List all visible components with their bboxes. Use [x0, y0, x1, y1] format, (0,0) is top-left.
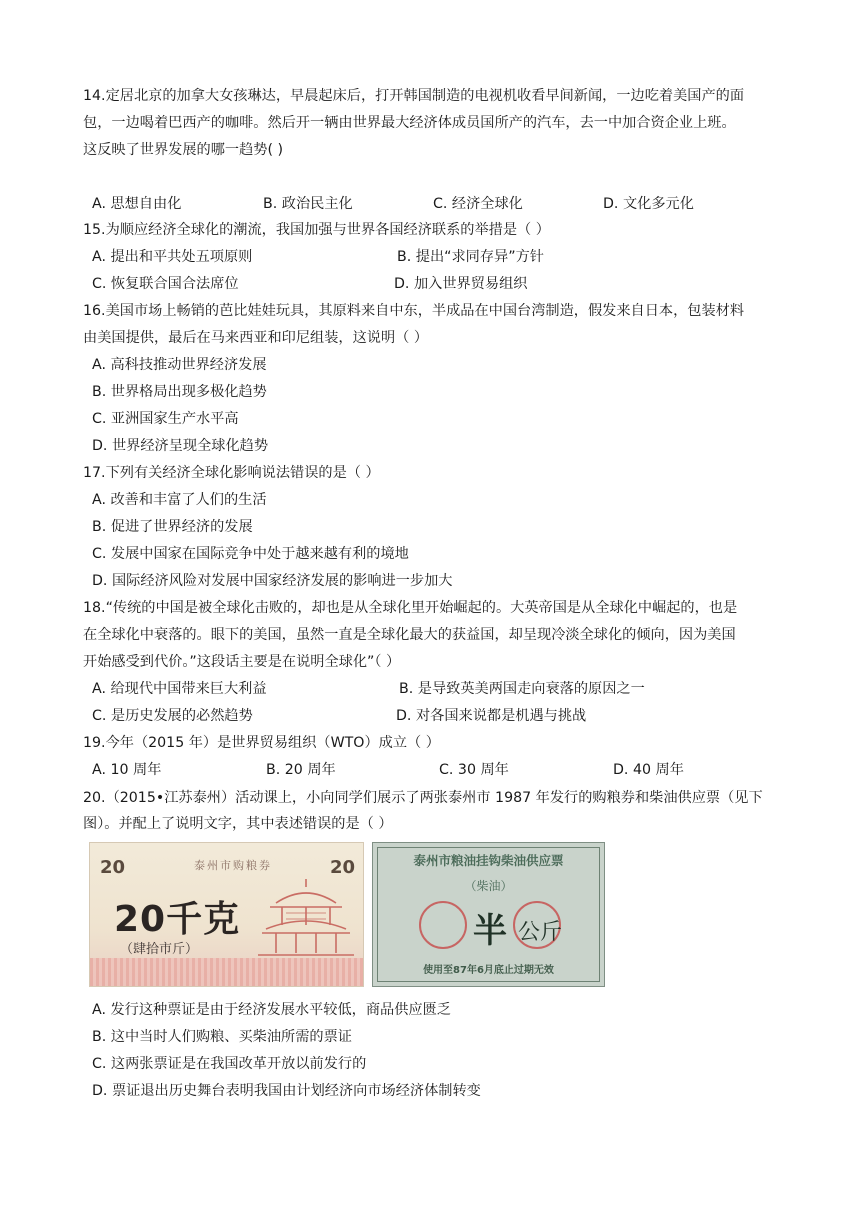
- red-seal-icon: [419, 901, 467, 949]
- q17-option-c: C. 发展中国家在国际竞争中处于越来越有利的境地: [92, 546, 409, 562]
- q15-option-a: A. 提出和平共处五项原则: [92, 249, 253, 265]
- grain-coupon-corner-left: 20: [100, 857, 126, 878]
- q18-option-a: A. 给现代中国带来巨大利益: [92, 681, 267, 697]
- grain-coupon-corner-right: 20: [329, 857, 355, 878]
- q18-option-c: C. 是历史发展的必然趋势: [92, 708, 253, 724]
- q18-stem-line-2: 在全球化中衰落的。眼下的美国，虽然一直是全球化最大的获益国，却呈现冷淡全球化的倾向，因为美国: [83, 627, 736, 643]
- q20-option-b: B. 这中当时人们购粮、买柴油所需的票证: [92, 1029, 352, 1045]
- q17-stem: 17.下列有关经济全球化影响说法错误的是（ ）: [83, 465, 380, 481]
- q19-option-c: C. 30 周年: [439, 762, 509, 778]
- q16-stem-line-1: 16.美国市场上畅销的芭比娃娃玩具，其原料来自中东，半成品在中国台湾制造，假发来自日本，包装材料: [83, 303, 745, 319]
- grain-coupon-amount-sub: （肆拾市斤）: [120, 942, 199, 957]
- q19-stem: 19.今年（2015 年）是世界贸易组织（WTO）成立（ ）: [83, 735, 440, 751]
- diesel-ticket-image: [372, 842, 605, 987]
- q15-option-c: C. 恢复联合国合法席位: [92, 276, 239, 292]
- q18-stem-line-1: 18.“传统的中国是被全球化击败的，却也是从全球化里开始崛起的。大英帝国是从全球化中崛起的，也是: [83, 600, 738, 616]
- q20-stem-line-2: 图）。并配上了说明文字，其中表述错误的是（ ）: [83, 816, 393, 832]
- q17-option-b: B. 促进了世界经济的发展: [92, 519, 253, 535]
- q16-option-c: C. 亚洲国家生产水平高: [92, 411, 239, 427]
- diesel-ticket-footer: 使用至87年6月底止过期无效: [423, 965, 554, 976]
- q14-stem-line-2: 包，一边喝着巴西产的咖啡。然后开一辆由世界最大经济体成员国所产的汽车，去一中加合资企业上班。: [83, 115, 736, 131]
- q18-option-d: D. 对各国来说都是机遇与挑战: [396, 708, 587, 724]
- q20-option-a: A. 发行这种票证是由于经济发展水平较低，商品供应匮乏: [92, 1002, 451, 1018]
- grain-coupon-header: 泰州市购粮券: [194, 859, 272, 872]
- q14-option-d: D. 文化多元化: [603, 196, 694, 212]
- q19-option-d: D. 40 周年: [613, 762, 684, 778]
- q14-stem-line-1: 14.定居北京的加拿大女孩琳达，早晨起床后，打开韩国制造的电视机收看早间新闻，一边吃着美国产的面: [83, 88, 745, 104]
- q16-option-a: A. 高科技推动世界经济发展: [92, 357, 267, 373]
- q14-stem-line-3: 这反映了世界发展的哪一趋势( ): [83, 142, 284, 158]
- q14-option-a: A. 思想自由化: [92, 196, 182, 212]
- q18-stem-line-3: 开始感受到代价。”这段话主要是在说明全球化”（ ）: [83, 654, 401, 670]
- q20-stem-line-1: 20.（2015•江苏泰州）活动课上，小向同学们展示了两张泰州市 1987 年发行的购粮券和柴油供应票（见下: [83, 790, 763, 806]
- q20-option-d: D. 票证退出历史舞台表明我国由计划经济向市场经济体制转变: [92, 1083, 481, 1099]
- q15-option-b: B. 提出“求同存异”方针: [397, 249, 544, 265]
- q14-option-c: C. 经济全球化: [433, 196, 523, 212]
- diesel-ticket-unit: 公斤: [518, 920, 563, 945]
- grain-coupon-amount: 20千克: [114, 899, 241, 940]
- diesel-ticket-amount: 半: [473, 911, 507, 951]
- grain-coupon-stripe: [90, 958, 363, 986]
- pavilion-illustration-icon: [256, 873, 356, 959]
- grain-coupon-image: [89, 842, 364, 987]
- q18-option-b: B. 是导致英美两国走向衰落的原因之一: [399, 681, 645, 697]
- q15-option-d: D. 加入世界贸易组织: [394, 276, 528, 292]
- diesel-ticket-title: 泰州市粮油挂钩柴油供应票: [413, 853, 564, 868]
- q16-stem-line-2: 由美国提供，最后在马来西亚和印尼组装，这说明（ ）: [83, 330, 429, 346]
- q17-option-a: A. 改善和丰富了人们的生活: [92, 492, 267, 508]
- q15-stem: 15.为顺应经济全球化的潮流，我国加强与世界各国经济联系的举措是（ ）: [83, 222, 550, 238]
- q19-option-b: B. 20 周年: [266, 762, 336, 778]
- q16-option-d: D. 世界经济呈现全球化趋势: [92, 438, 269, 454]
- q14-option-b: B. 政治民主化: [263, 196, 353, 212]
- q16-option-b: B. 世界格局出现多极化趋势: [92, 384, 267, 400]
- q17-option-d: D. 国际经济风险对发展中国家经济发展的影响进一步加大: [92, 573, 453, 589]
- diesel-ticket-subtitle: （柴油）: [464, 879, 513, 893]
- q19-option-a: A. 10 周年: [92, 762, 162, 778]
- q20-option-c: C. 这两张票证是在我国改革开放以前发行的: [92, 1056, 367, 1072]
